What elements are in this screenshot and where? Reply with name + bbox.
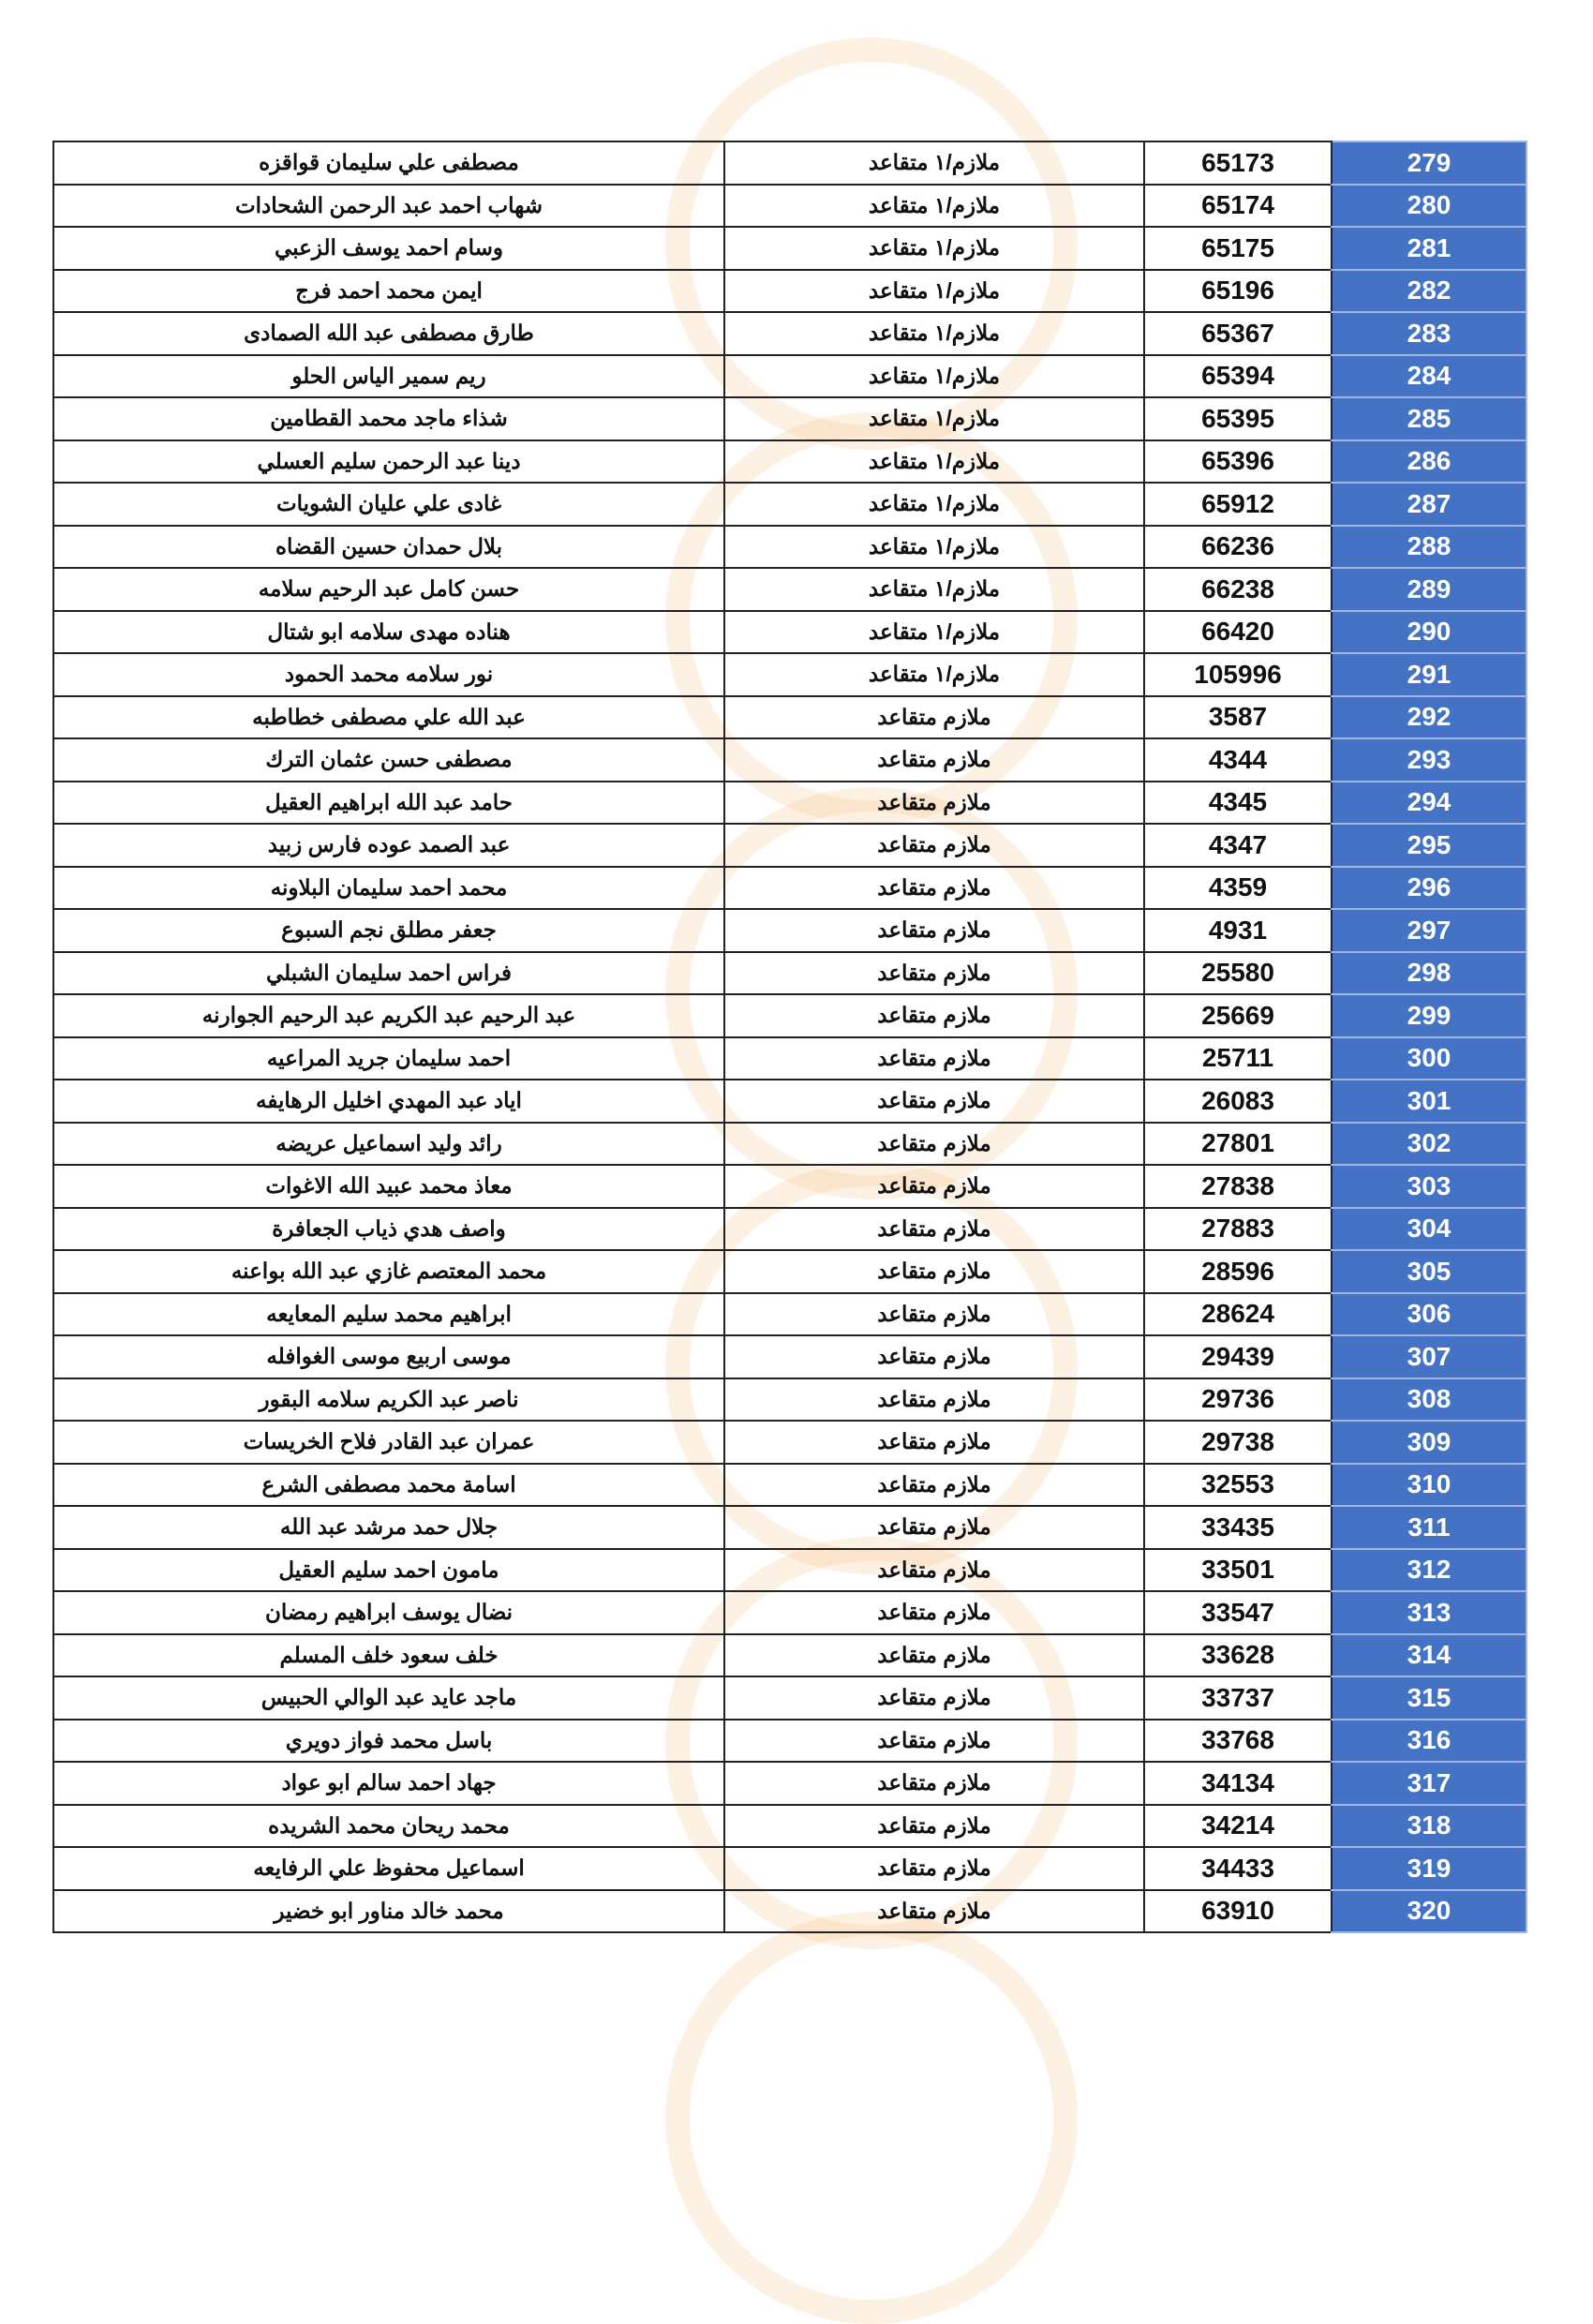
service-number: 33737	[1144, 1676, 1332, 1720]
table-row	[53, 909, 1526, 952]
name-cell: ايمن محمد احمد فرج	[53, 270, 724, 313]
rank-cell: ملازم/١ متقاعد	[724, 227, 1144, 270]
name-cell: مامون احمد سليم العقيل	[53, 1549, 724, 1592]
rank-cell: ملازم متقاعد	[724, 1293, 1144, 1336]
service-number: 26083	[1144, 1080, 1332, 1123]
rank-cell: ملازم/١ متقاعد	[724, 355, 1144, 398]
watermark-clock-icon	[665, 1912, 1078, 2324]
name-cell: هناده مهدى سلامه ابو شتال	[53, 611, 724, 654]
table-row	[53, 867, 1526, 910]
name-cell: عبد الرحيم عبد الكريم عبد الرحيم الجوارنه	[53, 994, 724, 1037]
name-cell: حسن كامل عبد الرحيم سلامه	[53, 568, 724, 611]
service-number: 65196	[1144, 270, 1332, 313]
name-cell: ناصر عبد الكريم سلامه البقور	[53, 1378, 724, 1422]
row-index: 285	[1332, 397, 1526, 440]
row-index: 302	[1332, 1123, 1526, 1166]
rank-cell: ملازم/١ متقاعد	[724, 440, 1144, 484]
rank-cell: ملازم متقاعد	[724, 782, 1144, 825]
service-number: 34134	[1144, 1762, 1332, 1805]
table-row	[53, 1208, 1526, 1251]
rank-cell: ملازم متقاعد	[724, 1123, 1144, 1166]
row-index: 283	[1332, 312, 1526, 355]
rank-cell: ملازم/١ متقاعد	[724, 397, 1144, 440]
row-index: 279	[1332, 142, 1526, 185]
name-cell: محمد المعتصم غازي عبد الله بواعنه	[53, 1250, 724, 1293]
rank-cell: ملازم متقاعد	[724, 1805, 1144, 1848]
row-index: 320	[1332, 1890, 1526, 1933]
table-row	[53, 1250, 1526, 1293]
name-cell: مصطفى حسن عثمان الترك	[53, 738, 724, 782]
rank-cell: ملازم متقاعد	[724, 1378, 1144, 1422]
row-index: 317	[1332, 1762, 1526, 1805]
service-number: 34433	[1144, 1847, 1332, 1890]
row-index: 292	[1332, 696, 1526, 739]
rank-cell: ملازم/١ متقاعد	[724, 653, 1144, 696]
table-row	[53, 1805, 1526, 1848]
row-index: 316	[1332, 1720, 1526, 1763]
rank-cell: ملازم متقاعد	[724, 994, 1144, 1037]
name-cell: واصف هدي ذياب الجعافرة	[53, 1208, 724, 1251]
rank-cell: ملازم/١ متقاعد	[724, 483, 1144, 526]
name-cell: ريم سمير الياس الحلو	[53, 355, 724, 398]
rank-cell: ملازم متقاعد	[724, 1464, 1144, 1507]
name-cell: محمد احمد سليمان البلاونه	[53, 867, 724, 910]
service-number: 27883	[1144, 1208, 1332, 1251]
table-row	[53, 738, 1526, 782]
name-cell: ابراهيم محمد سليم المعايعه	[53, 1293, 724, 1336]
row-index: 280	[1332, 185, 1526, 228]
table-body	[53, 142, 1526, 1932]
table-row	[53, 1591, 1526, 1634]
service-number: 33768	[1144, 1720, 1332, 1763]
service-number: 63910	[1144, 1890, 1332, 1933]
name-cell: معاذ محمد عبيد الله الاغوات	[53, 1165, 724, 1208]
rank-cell: ملازم متقاعد	[724, 1634, 1144, 1677]
rank-cell: ملازم متقاعد	[724, 1080, 1144, 1123]
service-number: 25711	[1144, 1037, 1332, 1080]
rank-cell: ملازم متقاعد	[724, 1890, 1144, 1933]
table-row	[53, 312, 1526, 355]
table-row	[53, 1720, 1526, 1763]
name-cell: غادى علي عليان الشويات	[53, 483, 724, 526]
service-number: 3587	[1144, 696, 1332, 739]
row-index: 301	[1332, 1080, 1526, 1123]
service-number: 4931	[1144, 909, 1332, 952]
service-number: 28596	[1144, 1250, 1332, 1293]
table-row	[53, 1549, 1526, 1592]
service-number: 28624	[1144, 1293, 1332, 1336]
table-row	[53, 696, 1526, 739]
table-row	[53, 483, 1526, 526]
row-index: 294	[1332, 782, 1526, 825]
rank-cell: ملازم/١ متقاعد	[724, 142, 1144, 185]
rank-cell: ملازم متقاعد	[724, 1037, 1144, 1080]
table-row	[53, 185, 1526, 228]
row-index: 300	[1332, 1037, 1526, 1080]
rank-cell: ملازم متقاعد	[724, 952, 1144, 995]
name-cell: جلال حمد مرشد عبد الله	[53, 1506, 724, 1549]
name-cell: نضال يوسف ابراهيم رمضان	[53, 1591, 724, 1634]
rank-cell: ملازم متقاعد	[724, 867, 1144, 910]
row-index: 287	[1332, 483, 1526, 526]
table-row	[53, 1165, 1526, 1208]
rank-cell: ملازم متقاعد	[724, 1208, 1144, 1251]
name-cell: رائد وليد اسماعيل عريضه	[53, 1123, 724, 1166]
rank-cell: ملازم متقاعد	[724, 1847, 1144, 1890]
row-index: 290	[1332, 611, 1526, 654]
rank-cell: ملازم متقاعد	[724, 1591, 1144, 1634]
row-index: 282	[1332, 270, 1526, 313]
row-index: 299	[1332, 994, 1526, 1037]
service-number: 33628	[1144, 1634, 1332, 1677]
name-cell: اياد عبد المهدي اخليل الرهايفه	[53, 1080, 724, 1123]
name-cell: نور سلامه محمد الحمود	[53, 653, 724, 696]
table-row	[53, 227, 1526, 270]
service-number: 27801	[1144, 1123, 1332, 1166]
row-index: 304	[1332, 1208, 1526, 1251]
service-number: 65367	[1144, 312, 1332, 355]
row-index: 295	[1332, 824, 1526, 867]
service-number: 33501	[1144, 1549, 1332, 1592]
service-number: 66236	[1144, 526, 1332, 569]
name-cell: مصطفى علي سليمان قواقزه	[53, 142, 724, 185]
row-index: 281	[1332, 227, 1526, 270]
service-number: 4345	[1144, 782, 1332, 825]
name-cell: محمد ريحان محمد الشريده	[53, 1805, 724, 1848]
row-index: 286	[1332, 440, 1526, 484]
table-row	[53, 1890, 1526, 1933]
name-cell: حامد عبد الله ابراهيم العقيل	[53, 782, 724, 825]
table-row	[53, 270, 1526, 313]
row-index: 318	[1332, 1805, 1526, 1848]
name-cell: شذاء ماجد محمد القطامين	[53, 397, 724, 440]
table-row	[53, 824, 1526, 867]
service-number: 27838	[1144, 1165, 1332, 1208]
service-number: 66420	[1144, 611, 1332, 654]
name-cell: محمد خالد مناور ابو خضير	[53, 1890, 724, 1933]
row-index: 307	[1332, 1335, 1526, 1378]
name-cell: دينا عبد الرحمن سليم العسلي	[53, 440, 724, 484]
name-cell: احمد سليمان جريد المراعيه	[53, 1037, 724, 1080]
name-cell: خلف سعود خلف المسلم	[53, 1634, 724, 1677]
service-number: 25669	[1144, 994, 1332, 1037]
name-cell: موسى اربيع موسى الغوافله	[53, 1335, 724, 1378]
service-number: 65396	[1144, 440, 1332, 484]
name-cell: باسل محمد فواز دويري	[53, 1720, 724, 1763]
table-row	[53, 994, 1526, 1037]
rank-cell: ملازم متقاعد	[724, 1549, 1144, 1592]
row-index: 319	[1332, 1847, 1526, 1890]
service-number: 33435	[1144, 1506, 1332, 1549]
row-index: 288	[1332, 526, 1526, 569]
service-number: 4347	[1144, 824, 1332, 867]
name-cell: اسامة محمد مصطفى الشرع	[53, 1464, 724, 1507]
service-number: 4344	[1144, 738, 1332, 782]
service-number: 29439	[1144, 1335, 1332, 1378]
service-number: 32553	[1144, 1464, 1332, 1507]
table-row	[53, 1847, 1526, 1890]
table-row	[53, 142, 1526, 185]
table-row	[53, 1506, 1526, 1549]
rank-cell: ملازم متقاعد	[724, 909, 1144, 952]
row-index: 315	[1332, 1676, 1526, 1720]
table-row	[53, 355, 1526, 398]
row-index: 298	[1332, 952, 1526, 995]
rank-cell: ملازم متقاعد	[724, 1762, 1144, 1805]
name-cell: ماجد عايد عبد الوالي الحبيس	[53, 1676, 724, 1720]
rank-cell: ملازم متقاعد	[724, 1676, 1144, 1720]
row-index: 306	[1332, 1293, 1526, 1336]
table-row	[53, 568, 1526, 611]
row-index: 289	[1332, 568, 1526, 611]
name-cell: عبد الصمد عوده فارس زبيد	[53, 824, 724, 867]
rank-cell: ملازم متقاعد	[724, 1250, 1144, 1293]
retirees-table	[52, 141, 1527, 1933]
table-row	[53, 1080, 1526, 1123]
service-number: 65912	[1144, 483, 1332, 526]
table-row	[53, 611, 1526, 654]
name-cell: جهاد احمد سالم ابو عواد	[53, 1762, 724, 1805]
row-index: 296	[1332, 867, 1526, 910]
name-cell: بلال حمدان حسين القضاه	[53, 526, 724, 569]
row-index: 313	[1332, 1591, 1526, 1634]
rank-cell: ملازم متقاعد	[724, 1335, 1144, 1378]
table-row	[53, 653, 1526, 696]
service-number: 29738	[1144, 1421, 1332, 1464]
row-index: 311	[1332, 1506, 1526, 1549]
table-row	[53, 952, 1526, 995]
rank-cell: ملازم متقاعد	[724, 1165, 1144, 1208]
service-number: 65395	[1144, 397, 1332, 440]
rank-cell: ملازم/١ متقاعد	[724, 270, 1144, 313]
rank-cell: ملازم/١ متقاعد	[724, 526, 1144, 569]
row-index: 293	[1332, 738, 1526, 782]
row-index: 309	[1332, 1421, 1526, 1464]
row-index: 310	[1332, 1464, 1526, 1507]
service-number: 25580	[1144, 952, 1332, 995]
service-number: 65394	[1144, 355, 1332, 398]
service-number: 65173	[1144, 142, 1332, 185]
table-row	[53, 782, 1526, 825]
table-row	[53, 1634, 1526, 1677]
rank-cell: ملازم متقاعد	[724, 1506, 1144, 1549]
table-row	[53, 1464, 1526, 1507]
name-cell: جعفر مطلق نجم السبوع	[53, 909, 724, 952]
row-index: 314	[1332, 1634, 1526, 1677]
table-row	[53, 1037, 1526, 1080]
service-number: 105996	[1144, 653, 1332, 696]
name-cell: طارق مصطفى عبد الله الصمادى	[53, 312, 724, 355]
service-number: 34214	[1144, 1805, 1332, 1848]
rank-cell: ملازم/١ متقاعد	[724, 185, 1144, 228]
service-number: 66238	[1144, 568, 1332, 611]
table-row	[53, 1676, 1526, 1720]
table-row	[53, 1123, 1526, 1166]
name-cell: وسام احمد يوسف الزعبي	[53, 227, 724, 270]
table-row	[53, 1293, 1526, 1336]
row-index: 291	[1332, 653, 1526, 696]
table-row	[53, 397, 1526, 440]
rank-cell: ملازم متقاعد	[724, 1421, 1144, 1464]
table-row	[53, 440, 1526, 484]
rank-cell: ملازم/١ متقاعد	[724, 312, 1144, 355]
row-index: 297	[1332, 909, 1526, 952]
service-number: 33547	[1144, 1591, 1332, 1634]
table-row	[53, 1762, 1526, 1805]
service-number: 65174	[1144, 185, 1332, 228]
name-cell: عمران عبد القادر فلاح الخريسات	[53, 1421, 724, 1464]
service-number: 29736	[1144, 1378, 1332, 1422]
rank-cell: ملازم/١ متقاعد	[724, 611, 1144, 654]
row-index: 303	[1332, 1165, 1526, 1208]
table-row	[53, 1421, 1526, 1464]
rank-cell: ملازم/١ متقاعد	[724, 568, 1144, 611]
row-index: 312	[1332, 1549, 1526, 1592]
row-index: 305	[1332, 1250, 1526, 1293]
name-cell: شهاب احمد عبد الرحمن الشحادات	[53, 185, 724, 228]
table-row	[53, 1378, 1526, 1422]
service-number: 65175	[1144, 227, 1332, 270]
table-row	[53, 1335, 1526, 1378]
service-number: 4359	[1144, 867, 1332, 910]
rank-cell: ملازم متقاعد	[724, 696, 1144, 739]
name-cell: اسماعيل محفوظ علي الرفايعه	[53, 1847, 724, 1890]
rank-cell: ملازم متقاعد	[724, 738, 1144, 782]
table-row	[53, 526, 1526, 569]
name-cell: عبد الله علي مصطفى خطاطبه	[53, 696, 724, 739]
rank-cell: ملازم متقاعد	[724, 824, 1144, 867]
row-index: 308	[1332, 1378, 1526, 1422]
rank-cell: ملازم متقاعد	[724, 1720, 1144, 1763]
name-cell: فراس احمد سليمان الشبلي	[53, 952, 724, 995]
row-index: 284	[1332, 355, 1526, 398]
